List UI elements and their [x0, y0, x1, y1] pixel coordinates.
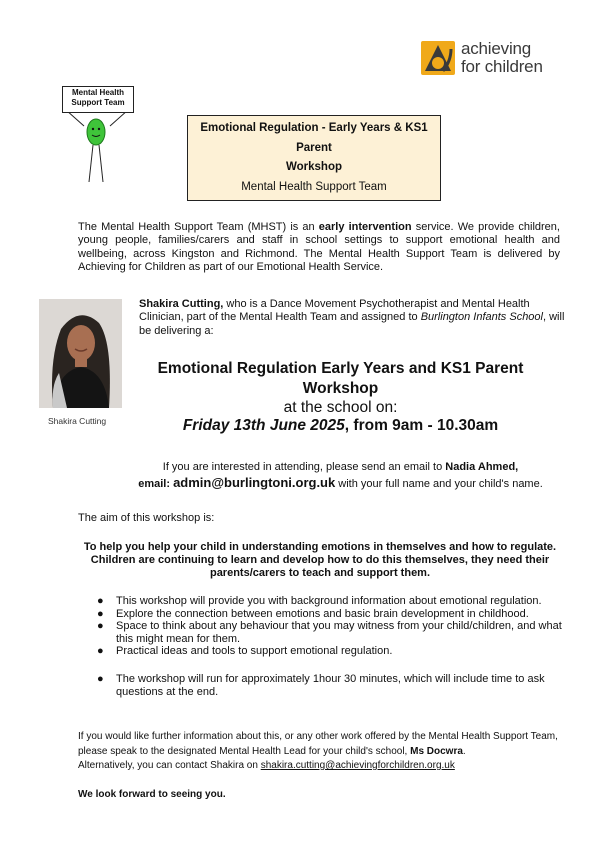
aim-intro: The aim of this workshop is:	[78, 512, 215, 524]
mhst-mascot	[56, 86, 140, 186]
mascot-sign	[62, 86, 134, 113]
bullet-text: Practical ideas and tools to support emotional regulation.	[116, 645, 393, 658]
bullet-icon: ●	[97, 645, 104, 658]
facilitator-name: Shakira Cutting,	[139, 298, 224, 310]
bullet-icon: ●	[97, 620, 104, 633]
school-email-link[interactable]: admin@burlingtoni.org.uk	[173, 475, 336, 490]
intro-text-1: The Mental Health Support Team (MHST) is an	[78, 221, 319, 233]
facilitator-text-2: , will be delivering a:	[139, 311, 565, 337]
list-item	[97, 620, 567, 645]
title-line-2: Parent	[296, 141, 332, 154]
mental-health-lead-name: Ms Docwra	[410, 745, 463, 757]
intro-bold-text: early intervention	[318, 221, 412, 233]
contact-name: Nadia Ahmed,	[445, 461, 519, 473]
facilitator-paragraph	[139, 298, 569, 338]
list-item	[97, 608, 567, 621]
event-title-line-1: Emotional Regulation Early Years and KS1 Parent	[157, 360, 524, 377]
workshop-bullet-list	[97, 595, 567, 698]
event-date: Friday 13th June 2025	[182, 417, 345, 434]
mascot-sign-line-1: Mental Health	[71, 88, 124, 97]
event-datetime	[78, 416, 600, 436]
list-item	[97, 645, 567, 658]
list-item	[97, 595, 567, 608]
intro-paragraph	[78, 221, 560, 275]
closing-line: We look forward to seeing you.	[78, 789, 226, 800]
bullet-text: Explore the connection between emotions and basic brain development in childhood.	[116, 607, 529, 620]
shakira-email-link[interactable]: shakira.cutting@achievingforchildren.org.uk	[260, 760, 455, 771]
afc-logo-mark-icon	[421, 41, 455, 75]
achieving-for-children-logo	[421, 38, 571, 78]
aim-statement: To help you help your child in understanding emotions in themselves and how to regulate. Children are continuing to learn and develop how to do this themselves, they need their parents/carers to teach and support them.	[83, 541, 557, 580]
event-location: at the school on:	[283, 399, 398, 416]
title-line-1: Emotional Regulation - Early Years & KS1	[200, 122, 428, 134]
further-text-1: If you would like further information about this, or any other work offered by the Mental Health Support Team, please speak to the designated Mental Health Lead for your child's school,	[78, 731, 558, 757]
title-line-3: Workshop	[285, 161, 342, 173]
further-text-2: .	[462, 745, 466, 757]
event-title-line-2: Workshop	[302, 380, 379, 397]
further-text-3: Alternatively, you can contact Shakira on	[78, 760, 261, 771]
bullet-text: Space to think about any behaviour that you may witness from your child/children, and what this might mean for them.	[116, 620, 562, 645]
contact-text-2: with your full name and your child's name.	[335, 478, 543, 490]
bullet-icon: ●	[97, 672, 104, 685]
further-info-paragraph	[78, 730, 563, 774]
title-line-4: Mental Health Support Team	[241, 180, 387, 193]
photo-caption: Shakira Cutting	[48, 416, 107, 426]
intro-text-2: service. We provide children, young people, families/carers and staff in school settings to support emotional health and wellbeing, across Kingston and Richmond. The Mental Health Support Team is delivered by Achieving for Children as part of our Emotional Health Service.	[78, 221, 560, 274]
contact-text-1: If you are interested in attending, please send an email to	[162, 461, 446, 473]
event-heading	[78, 359, 600, 436]
facilitator-text-1: who is a Dance Movement Psychotherapist and Mental Health Clinician, part of the Mental Health Team and assigned to	[139, 298, 530, 324]
bullet-icon: ●	[97, 607, 104, 620]
title-box	[187, 115, 441, 201]
logo-line-2: for children	[461, 57, 543, 76]
school-name: Burlington Infants School	[420, 311, 543, 324]
email-label: email:	[138, 478, 174, 490]
mascot-sign-line-2: Support Team	[71, 98, 125, 107]
bullet-text: The workshop will run for approximately 1hour 30 minutes, which will include time to ask questions at the end.	[116, 672, 545, 698]
contact-line-2	[78, 475, 600, 492]
contact-line-1	[78, 459, 600, 475]
list-item	[97, 673, 567, 698]
logo-line-1: achieving	[461, 39, 532, 58]
event-time: , from 9am - 10.30am	[344, 417, 499, 434]
contact-block	[78, 459, 600, 492]
bullet-text: This workshop will provide you with background information about emotional regulation.	[116, 595, 542, 607]
bullet-icon: ●	[97, 595, 104, 607]
